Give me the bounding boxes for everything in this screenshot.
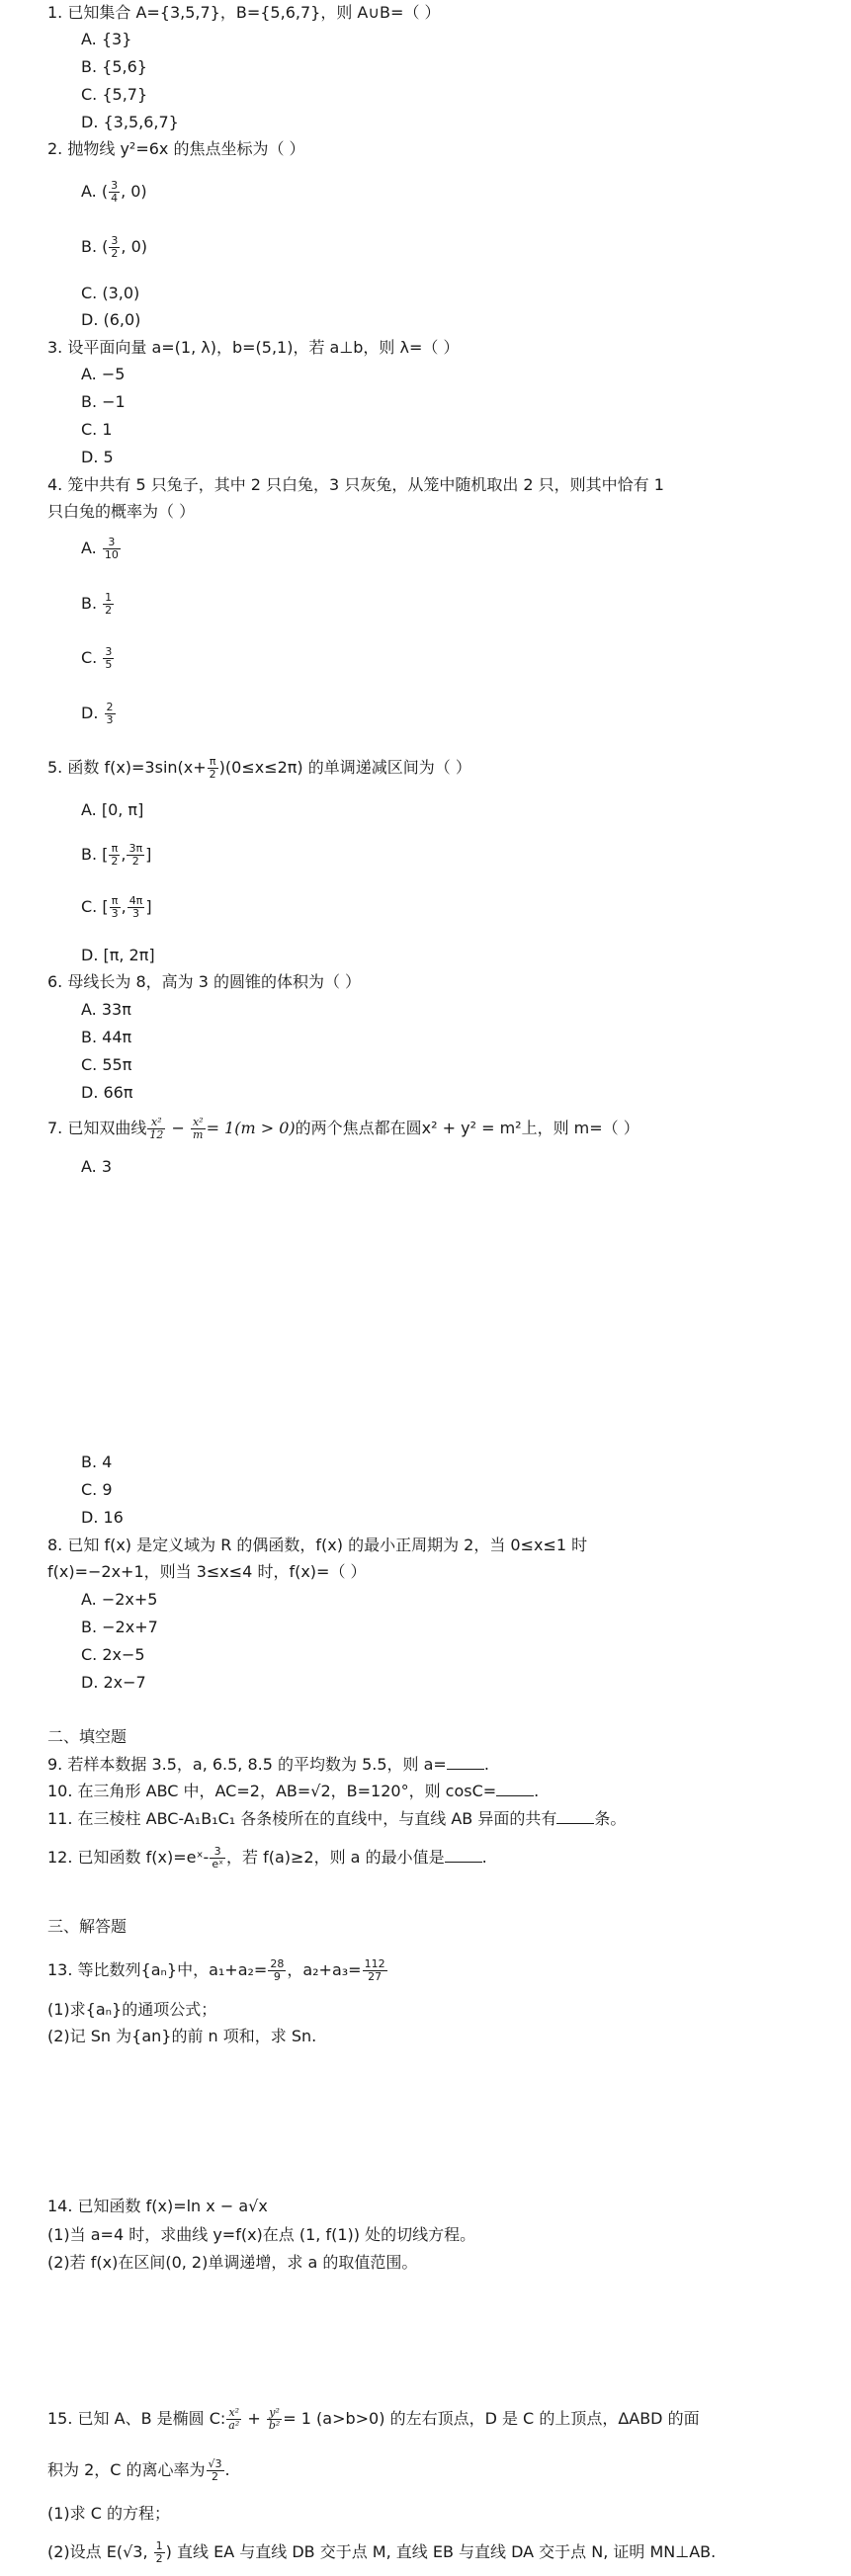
q5-option-b: B. [ $\frac{\pi}{2}$ , $\frac{3\pi}{2}$ ] (81, 842, 152, 868)
q5-option-a: A. [0, π] (81, 800, 144, 819)
q11-blank (556, 1809, 594, 1824)
q1-option-d: D. {3,5,6,7} (81, 113, 179, 131)
q14-part2: (2)若 f(x)在区间(0, 2)单调递增，求 a 的取值范围。 (47, 2253, 418, 2272)
q7-option-a: A. 3 (81, 1157, 113, 1176)
q2-stem: 2. 抛物线 y²=6x 的焦点坐标为（ ） (47, 139, 305, 158)
q1-stem: 1. 已知集合 A={3,5,7}，B={5,6,7}，则 A∪B=（ ） (47, 3, 441, 22)
q14-part1: (1)当 a=4 时，求曲线 y=f(x)在点 (1, f(1)) 处的切线方程。 (47, 2225, 476, 2244)
q7-option-d: D. 16 (81, 1508, 124, 1527)
q4-option-a: A. $\frac{3}{10}$ (81, 536, 119, 561)
q7-stem: 7. 已知双曲线 $\frac{\text{x²}}{12}$ − $\frac{\text{x²}}{m}$ = 1(m > 0)的两个焦点都在圆x² + y² = m²上，则 m=（ ） (47, 1116, 639, 1141)
q12: 12. 已知函数 f(x)=eˣ- $\frac{3}{\text{eˣ}}$ ，若 f(a)≥2，则 a 的最小值是 . (47, 1845, 487, 1870)
q15-stem-line2: 积为 2，C 的离心率为 $\frac{√3}{2}$ . (47, 2457, 230, 2483)
q8-option-c: C. 2x−5 (81, 1645, 145, 1664)
q3-stem: 3. 设平面向量 a=(1, λ)，b=(5,1)，若 a⊥b，则 λ=（ ） (47, 338, 460, 357)
q15-point-fraction: $\frac{1}{2}$ (155, 2539, 163, 2565)
q2-option-d: D. (6,0) (81, 310, 141, 329)
q4-c-fraction: $\frac{3}{5}$ (105, 645, 113, 671)
q4-stem-line1: 4. 笼中共有 5 只兔子，其中 2 只白兔，3 只灰兔，从笼中随机取出 2 只，则其中恰有 1 (47, 475, 664, 494)
q4-option-b: B. $\frac{1}{2}$ (81, 591, 113, 617)
q2-option-c: C. (3,0) (81, 284, 140, 302)
q1-option-c: C. {5,7} (81, 85, 148, 104)
q7-option-c: C. 9 (81, 1480, 113, 1499)
q2-option-b: B. ( $\frac{3}{2}$ , 0) (81, 234, 147, 260)
q13-part2: (2)记 Sn 为{an}的前 n 项和，求 Sn. (47, 2027, 317, 2045)
q14-stem: 14. 已知函数 f(x)=ln x − a√x (47, 2197, 268, 2215)
q4-b-fraction: $\frac{1}{2}$ (105, 591, 113, 617)
q10: 10. 在三角形 ABC 中，AC=2，AB=√2，B=120°，则 cosC= . (47, 1782, 540, 1800)
q4-option-c: C. $\frac{3}{5}$ (81, 645, 113, 671)
q5-option-d: D. [π, 2π] (81, 946, 155, 964)
q13-stem: 13. 等比数列{aₙ}中，a₁+a₂= $\frac{28}{9}$ ，a₂+a₃= $\frac{112}{27}$ (47, 1957, 385, 1983)
q2-a-label: A. (81, 182, 97, 201)
q15-part1: (1)求 C 的方程； (47, 2504, 171, 2523)
q9-blank (447, 1755, 484, 1770)
q7-fraction-2: $\frac{\text{x²}}{m}$ (192, 1116, 204, 1141)
q5-c-fraction-1: $\frac{\pi}{3}$ (111, 894, 119, 920)
q2-option-a: A. ( $\frac{3}{4}$ , 0) (81, 179, 147, 205)
q12-blank (445, 1848, 482, 1863)
q6-option-a: A. 33π (81, 1000, 131, 1019)
q4-d-fraction: $\frac{2}{3}$ (106, 701, 114, 726)
q8-option-d: D. 2x−7 (81, 1673, 146, 1692)
q4-stem-line2: 只白兔的概率为（ ） (47, 502, 196, 521)
q2-b-label: B. (81, 237, 98, 256)
q8-option-a: A. −2x+5 (81, 1590, 158, 1609)
q1-option-a: A. {3} (81, 30, 132, 48)
q2-a-fraction: $\frac{3}{4}$ (111, 179, 119, 205)
q3-option-d: D. 5 (81, 448, 114, 466)
q3-option-a: A. −5 (81, 365, 126, 383)
q2-b-fraction: $\frac{3}{2}$ (111, 234, 119, 260)
q5-stem: 5. 函数 f(x)=3sin(x+ $\frac{\pi}{2}$ )(0≤x≤2π) 的单调递减区间为（ ） (47, 755, 471, 781)
q5-stem-fraction: $\frac{\pi}{2}$ (209, 755, 216, 781)
q6-option-c: C. 55π (81, 1055, 132, 1074)
section-solve-heading: 三、解答题 (47, 1917, 128, 1936)
q6-option-b: B. 44π (81, 1028, 132, 1046)
q15-stem-line1: 15. 已知 A、B 是椭圆 C: $\frac{\text{x²}}{\text{a²}}$ + $\frac{\text{y²}}{\text{b²}}$ = 1 (a>b>0) 的左右顶点，D 是 C 的上顶点，ΔABD 的面 (47, 2406, 700, 2432)
q8-option-b: B. −2x+7 (81, 1618, 158, 1636)
q6-stem: 6. 母线长为 8，高为 3 的圆锥的体积为（ ） (47, 972, 362, 991)
q7-fraction-1: $\frac{\text{x²}}{12}$ (149, 1116, 164, 1141)
q1-option-b: B. {5,6} (81, 57, 147, 76)
q9: 9. 若样本数据 3.5，a, 6.5, 8.5 的平均数为 5.5，则 a= . (47, 1755, 489, 1774)
q6-option-d: D. 66π (81, 1083, 133, 1102)
section-fill-in-heading: 二、填空题 (47, 1727, 128, 1746)
q7-option-b: B. 4 (81, 1453, 113, 1471)
q13-fraction-2: $\frac{112}{27}$ (364, 1957, 385, 1983)
q4-a-fraction: $\frac{3}{10}$ (104, 536, 119, 561)
q5-c-fraction-2: $\frac{4\pi}{3}$ (128, 894, 143, 920)
q8-stem-line1: 8. 已知 f(x) 是定义域为 R 的偶函数，f(x) 的最小正周期为 2，当 0≤x≤1 时 (47, 1536, 588, 1554)
q3-option-c: C. 1 (81, 420, 113, 439)
q15-fraction-2: $\frac{\text{y²}}{\text{b²}}$ (268, 2406, 281, 2432)
q3-option-b: B. −1 (81, 392, 126, 411)
q15-eccentricity-fraction: $\frac{√3}{2}$ (208, 2457, 222, 2483)
q12-fraction: $\frac{3}{\text{eˣ}}$ (212, 1845, 223, 1870)
q13-fraction-1: $\frac{28}{9}$ (270, 1957, 285, 1983)
q15-fraction-1: $\frac{\text{x²}}{\text{a²}}$ (228, 2406, 240, 2432)
q8-stem-line2: f(x)=−2x+1，则当 3≤x≤4 时，f(x)=（ ） (47, 1562, 367, 1581)
q5-option-c: C. [ $\frac{\pi}{3}$ , $\frac{4\pi}{3}$ ] (81, 894, 152, 920)
q5-b-fraction-2: $\frac{3\pi}{2}$ (128, 842, 143, 868)
q10-blank (496, 1782, 534, 1796)
q4-option-d: D. $\frac{2}{3}$ (81, 701, 114, 726)
q11: 11. 在三棱柱 ABC-A₁B₁C₁ 各条棱所在的直线中，与直线 AB 异面的共有 条。 (47, 1809, 627, 1828)
q13-part1: (1)求{aₙ}的通项公式； (47, 2000, 217, 2019)
q15-part2: (2)设点 E(√3, $\frac{1}{2}$ ) 直线 EA 与直线 DB 交于点 M, 直线 EB 与直线 DA 交于点 N, 证明 MN⊥AB. (47, 2539, 717, 2565)
q5-b-fraction-1: $\frac{\pi}{2}$ (111, 842, 119, 868)
